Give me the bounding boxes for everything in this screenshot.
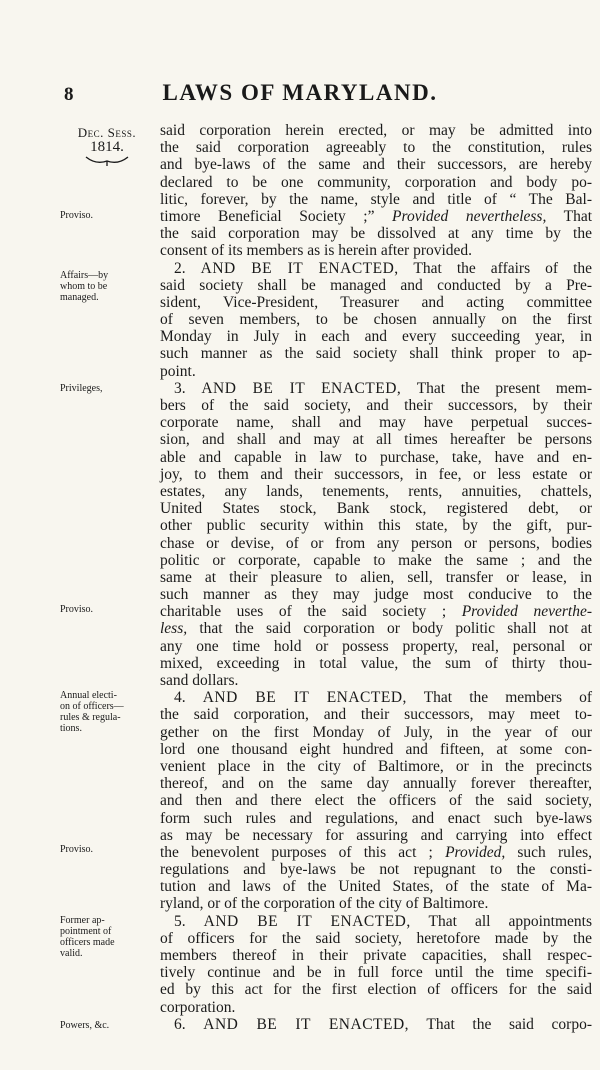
text-line: ed by this act for the first election of officers for the said (160, 981, 592, 999)
text-line: the said corporation agreeably to the constitution, rules (160, 139, 592, 157)
text-line: less, that the said corporation or body politic shall not at (160, 620, 592, 638)
text-line: the benevolent purposes of this act ; Provided, such rules, (160, 843, 593, 861)
text-line: sident, Vice-President, Treasurer and acting committee (160, 293, 592, 311)
text-line: and then and there elect the officers of the said society, (160, 792, 592, 810)
section-heading-line: 6. AND BE IT ENACTED, That the said corpo- (174, 1015, 593, 1033)
proviso-phrase: Provided, (445, 843, 506, 861)
text-line: members thereof in their private capacities, shall respec- (160, 947, 592, 964)
margin-note-annual-election: Annual electi- on of officers— rules & regula- tions. (60, 690, 124, 734)
running-title: LAWS OF MARYLAND. (162, 80, 438, 105)
margin-note-proviso: Proviso. (60, 210, 94, 221)
body-text (160, 122, 592, 1033)
margin-note-privileges: Privileges, (60, 383, 103, 394)
text-line: lord one thousand eight hundred and fifteen, at some con- (160, 740, 592, 758)
brace-ornament-icon (84, 155, 130, 167)
text-line: politic or corporate, capable to make the same ; and the (160, 551, 592, 569)
text-line: form such rules and regulations, and enact such bye-laws (160, 809, 592, 827)
text-line: point. (160, 362, 196, 380)
text-line: as may be necessary for assuring and carrying into effect (160, 826, 592, 844)
page-number: 8 (64, 84, 74, 105)
text-line: said society shall be managed and conducted by a Pre- (160, 276, 592, 294)
margin-note-affairs: Affairs—by whom to be managed. (60, 270, 109, 303)
margin-note-proviso: Proviso. (60, 604, 94, 615)
text-line: estates, any lands, tenements, rents, annuities, chattels, (160, 482, 592, 500)
enacting-clause: AND BE IT ENACTED, (201, 379, 402, 397)
text-line: corporation. (160, 998, 236, 1016)
text-line: other public security within this state, by the gift, pur- (160, 517, 592, 535)
text-line: same at their pleasure to alien, sell, transfer or lease, in (160, 568, 592, 586)
text-line: sand dollars. (160, 672, 239, 689)
text-line: the said corporation, and their successors, may meet to- (160, 706, 592, 724)
text-line: of officers for the said society, heretofore made by the (160, 929, 592, 947)
section-heading-line: 5. AND BE IT ENACTED, That all appointments (174, 912, 592, 930)
text-line: thereof, and on the same day annually forever thereafter, (160, 775, 592, 793)
text-line: said corporation herein erected, or may be admitted into (160, 122, 592, 139)
session-year: 1814. (90, 139, 124, 155)
text-line: timore Beneficial Society ;” Provided nevertheless, That (160, 207, 593, 225)
text-line: able and capable in law to purchase, take, have and en- (160, 448, 592, 466)
section-heading-line: 3. AND BE IT ENACTED, That the present mem- (174, 379, 592, 397)
text-line: declared to be one community, corporation and body po- (160, 173, 592, 191)
text-line: the said corporation may be dissolved at any time by the (160, 225, 592, 243)
section-heading-line: 4. AND BE IT ENACTED, That the members of (174, 689, 593, 707)
text-line: of seven members, to be chosen annually on the first (160, 311, 592, 329)
enacting-clause: AND BE IT ENACTED, (203, 912, 411, 930)
text-line: and bye-laws of the same and their successors, are hereby (160, 156, 592, 174)
text-line: ryland, or of the corporation of the city of Baltimore. (160, 895, 489, 913)
text-line: litic, forever, by the name, style and title of “ The Bal- (160, 190, 592, 208)
text-line: bers of the said society, and their successors, by their (160, 397, 592, 414)
text-line: sion, and shall and may at all times hereafter be persons (160, 431, 592, 449)
text-line: tively continue and be in full force until the time specifi- (160, 964, 592, 982)
text-line: consent of its members as is herein after provided. (160, 242, 473, 260)
margin-note-proviso: Proviso. (60, 844, 94, 855)
text-line: any one time hold or possess property, real, personal or (160, 637, 592, 655)
text-line: such manner as they may judge most conducive to the (160, 586, 592, 604)
enacting-clause: AND BE IT ENACTED, (202, 689, 407, 707)
proviso-phrase: Provided neverthe- (461, 603, 592, 621)
text-line: Monday in July in each and every succeeding year, in (160, 328, 592, 346)
session-note (60, 125, 154, 167)
enacting-clause: AND BE IT ENACTED, (203, 1015, 410, 1033)
text-line: corporate name, shall and may have perpetual succes- (160, 414, 592, 432)
margin-note-former-appointment: Former ap- pointment of officers made valid. (60, 915, 115, 959)
text-line: charitable uses of the said society ; Provided neverthe- (160, 603, 592, 621)
text-line: gether on the first Monday of July, in the year of our (160, 723, 592, 741)
section-heading-line: 2. AND BE IT ENACTED, That the affairs of the (174, 259, 593, 277)
text-line: tution and laws of the United States, of the state of Ma- (160, 878, 592, 896)
text-line: venient place in the city of Baltimore, or in the precincts (160, 757, 592, 775)
proviso-phrase: Provided nevertheless, (392, 207, 547, 225)
text-line: such manner as the said society shall think proper to ap- (160, 345, 592, 363)
margin-note-powers: Powers, &c. (60, 1020, 110, 1031)
text-line: regulations and bye-laws be not repugnant to the consti- (160, 861, 592, 879)
text-line: mixed, exceeding in total value, the sum of thirty thou- (160, 654, 592, 672)
enacting-clause: AND BE IT ENACTED, (200, 259, 399, 277)
session-label: Dec. Sess. (77, 125, 137, 140)
text-line: chase or devise, of or from any person or persons, bodies (160, 534, 592, 552)
text-line: joy, to them and their successors, in fee, or less estate or (160, 465, 592, 483)
text-line: United States stock, Bank stock, registered debt, or (160, 500, 592, 518)
